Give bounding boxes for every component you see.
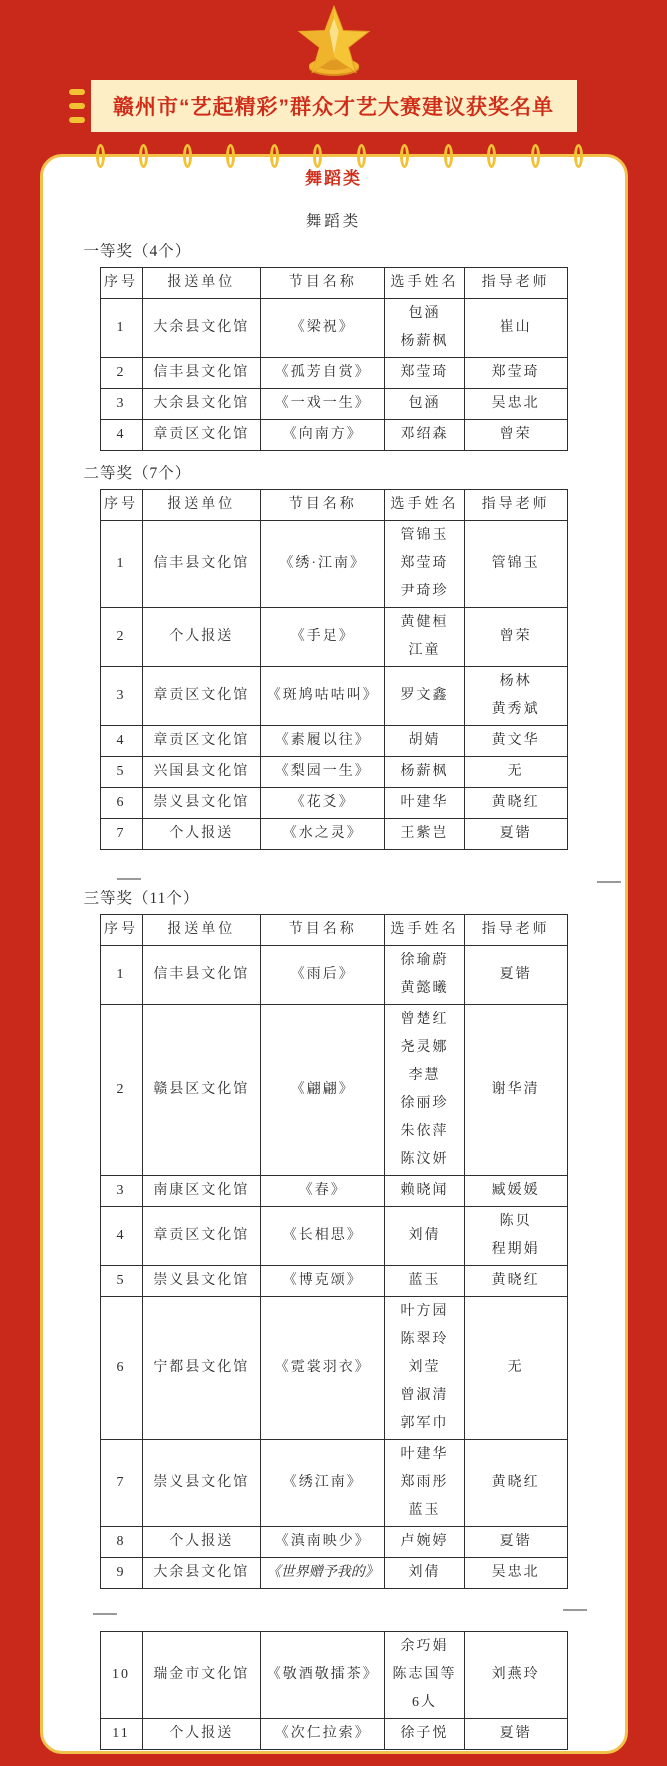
binder-ring-icon — [270, 144, 279, 168]
table-row — [100, 1719, 567, 1750]
cell-teachers: 夏锴 — [464, 1719, 567, 1750]
cell-unit: 章贡区文化馆 — [142, 726, 261, 757]
header-cell: 节目名称 — [261, 490, 385, 521]
cell-unit: 信丰县文化馆 — [142, 358, 261, 389]
cell-program: 《一戏一生》 — [261, 389, 385, 420]
cell-contestants: 赖晓闻 — [385, 1176, 464, 1207]
header-cell: 指导老师 — [464, 268, 567, 299]
cell-program: 《敬酒敬擂茶》 — [261, 1632, 385, 1719]
cell-program: 《世界赠予我的》 — [261, 1558, 385, 1589]
cell-unit: 崇义县文化馆 — [142, 1266, 261, 1297]
header-cell: 节目名称 — [261, 268, 385, 299]
table-row — [100, 1527, 567, 1558]
award-table — [100, 267, 568, 451]
cell-no: 8 — [100, 1527, 142, 1558]
table-header-row — [100, 490, 567, 521]
award-table — [100, 489, 568, 850]
gold-dash-icon — [69, 117, 85, 123]
header-star — [0, 0, 667, 76]
cell-teachers: 吴忠北 — [464, 389, 567, 420]
binder-ring-icon — [531, 144, 540, 168]
cell-teachers: 黄晓红 — [464, 1440, 567, 1527]
cell-contestants: 徐瑜蔚 黄懿曦 — [385, 946, 464, 1005]
binder-ring-icon — [226, 144, 235, 168]
header-cell: 节目名称 — [261, 915, 385, 946]
cell-program: 《博克颂》 — [261, 1266, 385, 1297]
cell-program: 《向南方》 — [261, 420, 385, 451]
cell-no: 6 — [100, 788, 142, 819]
cell-unit: 大余县文化馆 — [142, 389, 261, 420]
cell-unit: 崇义县文化馆 — [142, 788, 261, 819]
cell-teachers: 管锦玉 — [464, 521, 567, 608]
table-row — [100, 389, 567, 420]
page-break-strip — [43, 1589, 625, 1631]
table-row — [100, 819, 567, 850]
cell-program: 《春》 — [261, 1176, 385, 1207]
cell-unit: 章贡区文化馆 — [142, 420, 261, 451]
binder-ring-icon — [487, 144, 496, 168]
table-row — [100, 1297, 567, 1440]
binder-ring-icon — [400, 144, 409, 168]
cell-program: 《滇南映少》 — [261, 1527, 385, 1558]
header-cell: 选手姓名 — [385, 915, 464, 946]
cell-teachers: 杨林 黄秀斌 — [464, 667, 567, 726]
cell-program: 《手足》 — [261, 608, 385, 667]
cell-teachers: 曾荣 — [464, 608, 567, 667]
table-row — [100, 1632, 567, 1719]
cell-no: 7 — [100, 1440, 142, 1527]
binder-ring-icon — [96, 144, 105, 168]
cell-contestants: 叶方园 陈翠玲 刘莹 曾淑清 郭军巾 — [385, 1297, 464, 1440]
cell-no: 2 — [100, 608, 142, 667]
table-row — [100, 726, 567, 757]
table-row — [100, 757, 567, 788]
cell-contestants: 王紫岂 — [385, 819, 464, 850]
cell-unit: 章贡区文化馆 — [142, 1207, 261, 1266]
cell-teachers: 夏锴 — [464, 1527, 567, 1558]
header-cell: 报送单位 — [142, 268, 261, 299]
cell-unit: 信丰县文化馆 — [142, 946, 261, 1005]
table-row — [100, 1207, 567, 1266]
award-table — [100, 914, 568, 1589]
header-cell: 指导老师 — [464, 490, 567, 521]
cell-unit: 个人报送 — [142, 1719, 261, 1750]
table-row — [100, 521, 567, 608]
cell-program: 《次仁拉索》 — [261, 1719, 385, 1750]
cell-teachers: 夏锴 — [464, 819, 567, 850]
cell-no: 2 — [100, 1005, 142, 1176]
section-third-prize — [43, 888, 625, 1750]
page-break-mark — [93, 1613, 117, 1615]
cell-teachers: 吴忠北 — [464, 1558, 567, 1589]
table-row — [100, 420, 567, 451]
cell-teachers: 刘燕玲 — [464, 1632, 567, 1719]
cell-contestants: 包涵 — [385, 389, 464, 420]
cell-contestants: 蓝玉 — [385, 1266, 464, 1297]
binder-ring-icon — [139, 144, 148, 168]
cell-program: 《孤芳自赏》 — [261, 358, 385, 389]
table-row — [100, 1176, 567, 1207]
cell-teachers: 夏锴 — [464, 946, 567, 1005]
cell-no: 4 — [100, 1207, 142, 1266]
cell-unit: 信丰县文化馆 — [142, 521, 261, 608]
header-cell: 序号 — [100, 490, 142, 521]
table-row — [100, 946, 567, 1005]
cell-contestants: 刘倩 — [385, 1207, 464, 1266]
header-cell: 选手姓名 — [385, 268, 464, 299]
table-row — [100, 608, 567, 667]
cell-teachers: 崔山 — [464, 299, 567, 358]
table-row — [100, 358, 567, 389]
cell-program: 《斑鸠咕咕叫》 — [261, 667, 385, 726]
cell-unit: 个人报送 — [142, 1527, 261, 1558]
cell-contestants: 刘倩 — [385, 1558, 464, 1589]
cell-program: 《素履以往》 — [261, 726, 385, 757]
cell-contestants: 胡婧 — [385, 726, 464, 757]
page-break-mark — [117, 878, 141, 880]
cell-no: 3 — [100, 667, 142, 726]
cell-unit: 大余县文化馆 — [142, 1558, 261, 1589]
header-cell: 报送单位 — [142, 915, 261, 946]
cell-teachers: 黄文华 — [464, 726, 567, 757]
cell-program: 《绣·江南》 — [261, 521, 385, 608]
cell-unit: 瑞金市文化馆 — [142, 1632, 261, 1719]
gold-star-trophy-icon — [295, 4, 373, 80]
section-first-prize — [43, 241, 625, 451]
header-cell: 选手姓名 — [385, 490, 464, 521]
cell-no: 10 — [100, 1632, 142, 1719]
table-row — [100, 667, 567, 726]
binder-ring-icon — [444, 144, 453, 168]
section-second-prize — [43, 463, 625, 850]
cell-no: 11 — [100, 1719, 142, 1750]
header-cell: 序号 — [100, 915, 142, 946]
table-header-row — [100, 915, 567, 946]
cell-unit: 大余县文化馆 — [142, 299, 261, 358]
cell-teachers: 无 — [464, 757, 567, 788]
cell-contestants: 曾楚红 尧灵娜 李慧 徐丽珍 朱依萍 陈汶妍 — [385, 1005, 464, 1176]
cell-contestants: 叶建华 郑雨彤 蓝玉 — [385, 1440, 464, 1527]
cell-contestants: 郑莹琦 — [385, 358, 464, 389]
cell-no: 3 — [100, 389, 142, 420]
cell-program: 《梁祝》 — [261, 299, 385, 358]
page-title: 赣州市“艺起精彩”群众才艺大赛建议获奖名单 — [113, 96, 554, 119]
cell-teachers: 黄晓红 — [464, 788, 567, 819]
cell-unit: 赣县区文化馆 — [142, 1005, 261, 1176]
cell-no: 1 — [100, 521, 142, 608]
section-heading: 二等奖（7个） — [83, 465, 192, 482]
cell-no: 3 — [100, 1176, 142, 1207]
cell-unit: 宁都县文化馆 — [142, 1297, 261, 1440]
cell-program: 《梨园一生》 — [261, 757, 385, 788]
table-row — [100, 299, 567, 358]
table-header-row — [100, 268, 567, 299]
page-break-mark — [563, 1609, 587, 1611]
cell-teachers: 谢华清 — [464, 1005, 567, 1176]
gold-dash-icon — [69, 103, 85, 109]
table-row — [100, 1558, 567, 1589]
cell-contestants: 卢婉婷 — [385, 1527, 464, 1558]
cell-contestants: 管锦玉 郑莹琦 尹琦珍 — [385, 521, 464, 608]
binder-ring-icon — [313, 144, 322, 168]
header-cell: 报送单位 — [142, 490, 261, 521]
page-break-strip — [43, 872, 625, 886]
cell-unit: 崇义县文化馆 — [142, 1440, 261, 1527]
cell-contestants: 叶建华 — [385, 788, 464, 819]
cell-teachers: 无 — [464, 1297, 567, 1440]
cell-unit: 兴国县文化馆 — [142, 757, 261, 788]
cell-no: 9 — [100, 1558, 142, 1589]
cell-contestants: 罗文鑫 — [385, 667, 464, 726]
cell-program: 《霓裳羽衣》 — [261, 1297, 385, 1440]
cell-program: 《翩翩》 — [261, 1005, 385, 1176]
cell-no: 2 — [100, 358, 142, 389]
cell-contestants: 黄健桓 江童 — [385, 608, 464, 667]
cell-contestants: 徐子悦 — [385, 1719, 464, 1750]
section-heading: 三等奖（11个） — [83, 890, 200, 907]
cell-no: 4 — [100, 726, 142, 757]
cell-program: 《雨后》 — [261, 946, 385, 1005]
banner-dashes — [69, 89, 85, 131]
category-subtitle: 舞蹈类 — [305, 213, 362, 230]
cell-teachers: 曾荣 — [464, 420, 567, 451]
cell-teachers: 陈贝 程期娟 — [464, 1207, 567, 1266]
cell-program: 《长相思》 — [261, 1207, 385, 1266]
cell-teachers: 郑莹琦 — [464, 358, 567, 389]
cell-no: 1 — [100, 299, 142, 358]
cell-contestants: 余巧娟 陈志国等 6人 — [385, 1632, 464, 1719]
award-table — [100, 1631, 568, 1750]
section-heading: 一等奖（4个） — [83, 243, 192, 260]
table-row — [100, 1266, 567, 1297]
cell-program: 《花爻》 — [261, 788, 385, 819]
cell-no: 7 — [100, 819, 142, 850]
cell-no: 4 — [100, 420, 142, 451]
page-break-mark — [597, 881, 621, 883]
cell-no: 5 — [100, 757, 142, 788]
content-card — [40, 154, 628, 1754]
binder-ring-icon — [183, 144, 192, 168]
cell-no: 6 — [100, 1297, 142, 1440]
binder-ring-icon — [357, 144, 366, 168]
cell-unit: 章贡区文化馆 — [142, 667, 261, 726]
cell-unit: 个人报送 — [142, 819, 261, 850]
gold-dash-icon — [69, 89, 85, 95]
cell-program: 《水之灵》 — [261, 819, 385, 850]
cell-teachers: 臧媛媛 — [464, 1176, 567, 1207]
title-banner — [91, 80, 577, 132]
header-cell: 序号 — [100, 268, 142, 299]
cell-contestants: 杨薪枫 — [385, 757, 464, 788]
table-row — [100, 1005, 567, 1176]
cell-no: 5 — [100, 1266, 142, 1297]
table-row — [100, 788, 567, 819]
cell-no: 1 — [100, 946, 142, 1005]
table-row — [100, 1440, 567, 1527]
cell-unit: 个人报送 — [142, 608, 261, 667]
cell-program: 《绣江南》 — [261, 1440, 385, 1527]
category-title: 舞蹈类 — [305, 169, 362, 188]
cell-teachers: 黄晓红 — [464, 1266, 567, 1297]
header-cell: 指导老师 — [464, 915, 567, 946]
binder-ring-icon — [574, 144, 583, 168]
binder-rings — [43, 144, 625, 170]
cell-contestants: 包涵 杨薪枫 — [385, 299, 464, 358]
cell-contestants: 邓绍森 — [385, 420, 464, 451]
cell-unit: 南康区文化馆 — [142, 1176, 261, 1207]
